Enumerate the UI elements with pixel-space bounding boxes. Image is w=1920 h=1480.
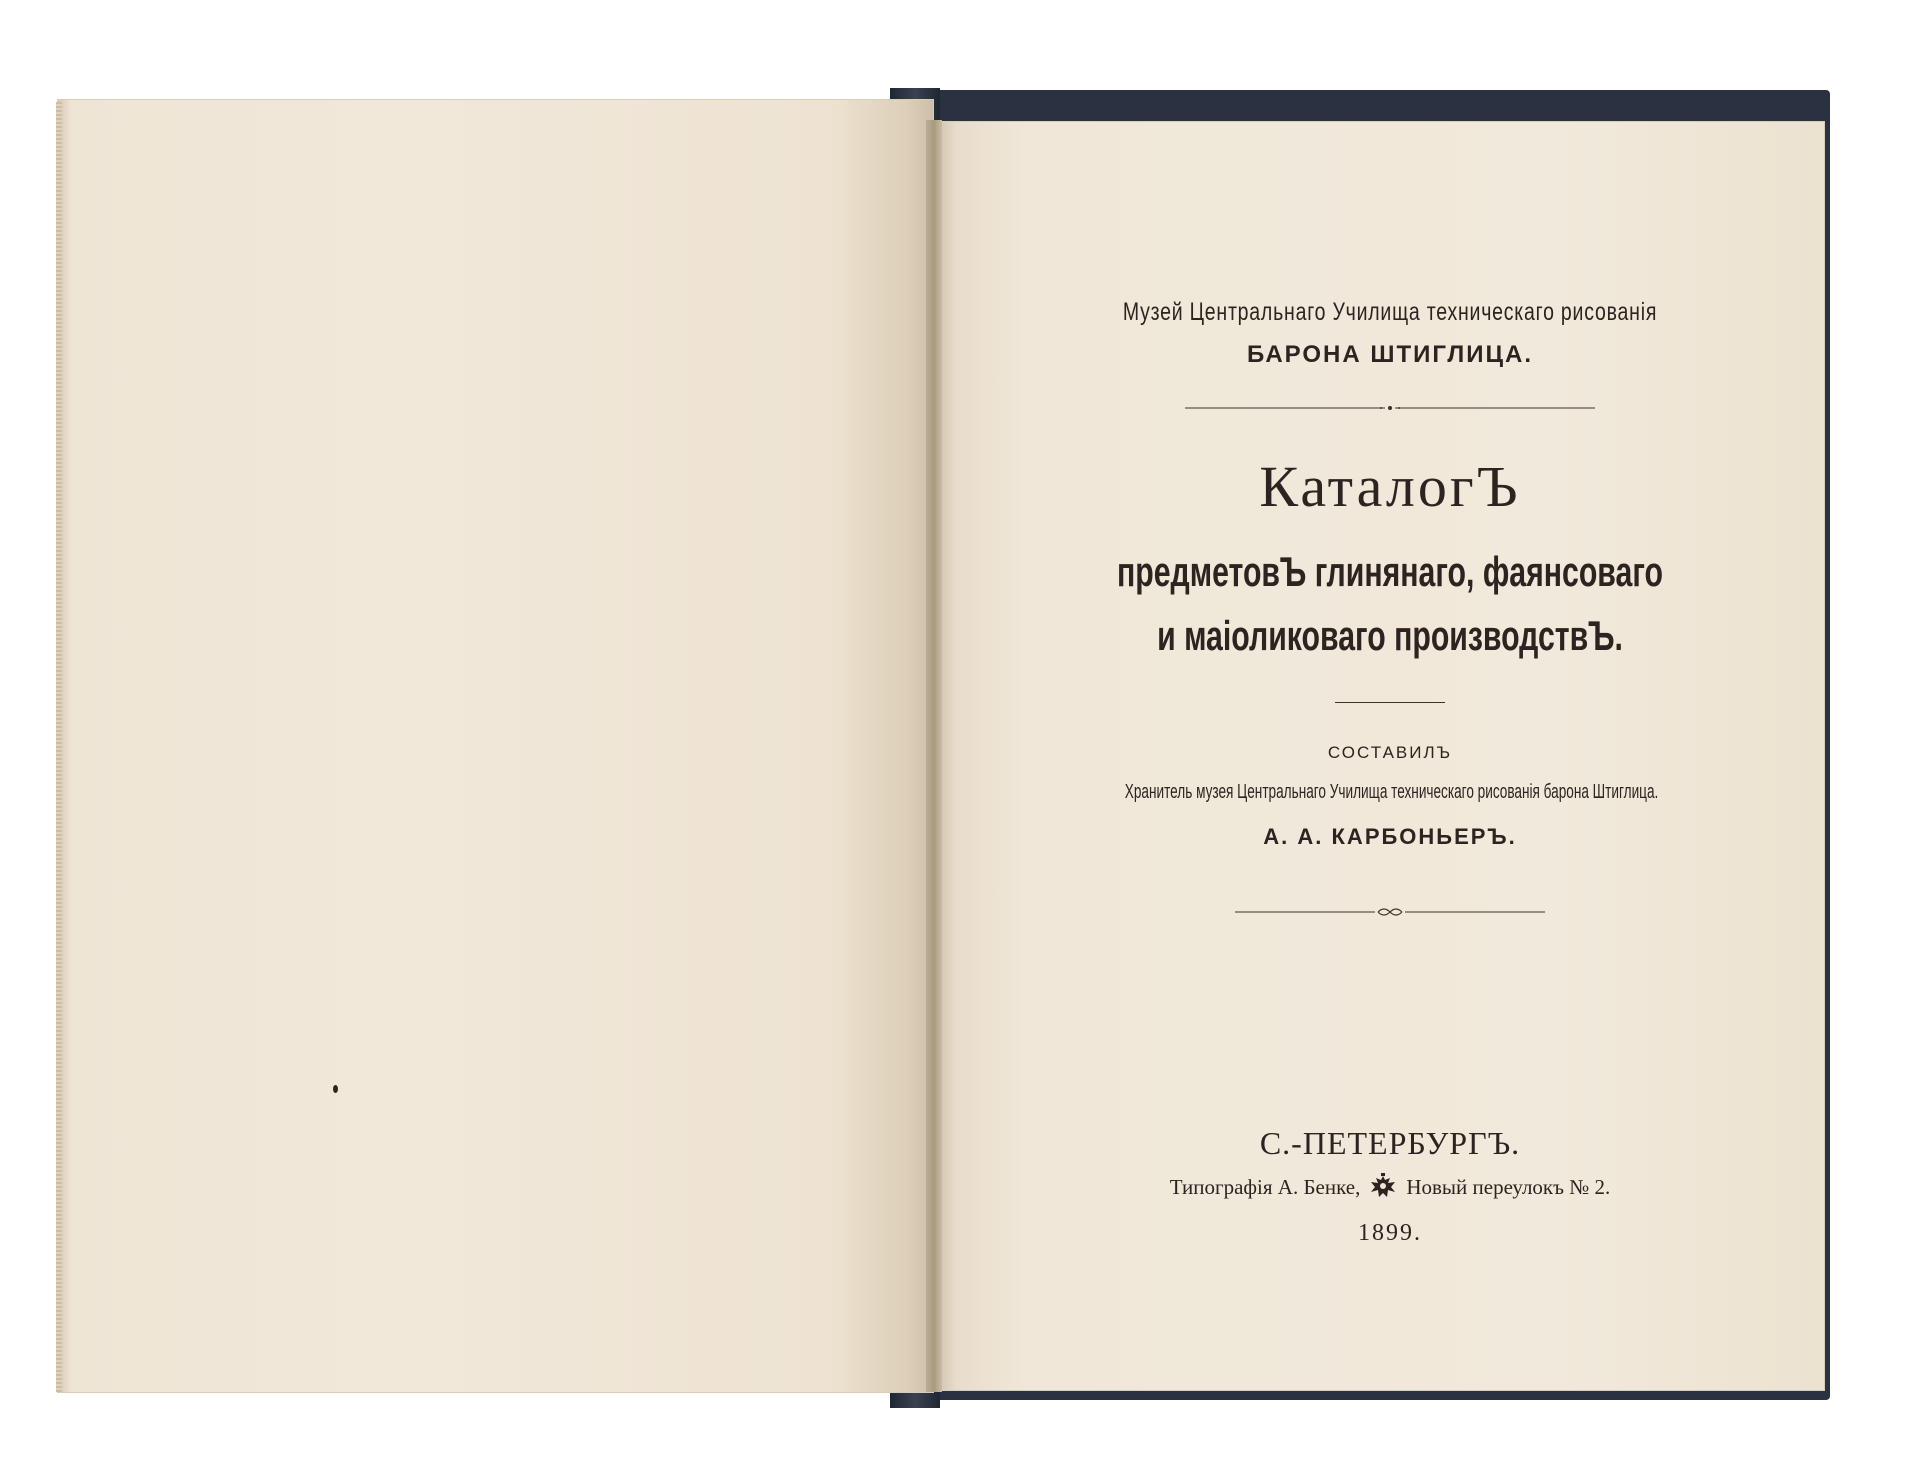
page-edges (56, 102, 62, 1392)
address: Новый переулокъ № 2. (1406, 1174, 1611, 1199)
year: 1899. (1358, 1220, 1422, 1246)
subject-line-1: предметовЪ глинянаго, фаянсоваго (1117, 548, 1663, 595)
ornamental-rule (1000, 403, 1780, 413)
title-page-text (1000, 280, 1780, 916)
gutter (926, 120, 942, 1392)
place: С.-ПЕТЕРБУРГЪ. (1259, 1125, 1521, 1161)
catalog-title: КаталогЪ (1259, 454, 1521, 519)
compiled-label: СОСТАВИЛЪ (1327, 743, 1453, 762)
imprint-line (1000, 1172, 1780, 1202)
left-blank-page (58, 100, 933, 1392)
imperial-eagle-icon (1368, 1172, 1398, 1202)
imprint-block (1000, 1125, 1780, 1247)
ornamental-rule-2 (1000, 906, 1780, 916)
paper-speck (333, 1085, 338, 1093)
keeper-line: Хранитель музея Центральнаго Училища техническаго рисованія барона Штиглица. (1124, 781, 1659, 803)
museum-line: Музей Центральнаго Училища техническаго рисованія (1122, 298, 1658, 326)
printer: Типографія А. Бенке, (1169, 1174, 1361, 1199)
baron-line: БАРОНА ШТИГЛИЦА. (1246, 341, 1533, 368)
short-rule (1335, 702, 1445, 703)
subject-line-2: и маіоликоваго производствЪ. (1157, 612, 1623, 659)
author-name: А. А. КАРБОНЬЕРЪ. (1263, 824, 1517, 849)
